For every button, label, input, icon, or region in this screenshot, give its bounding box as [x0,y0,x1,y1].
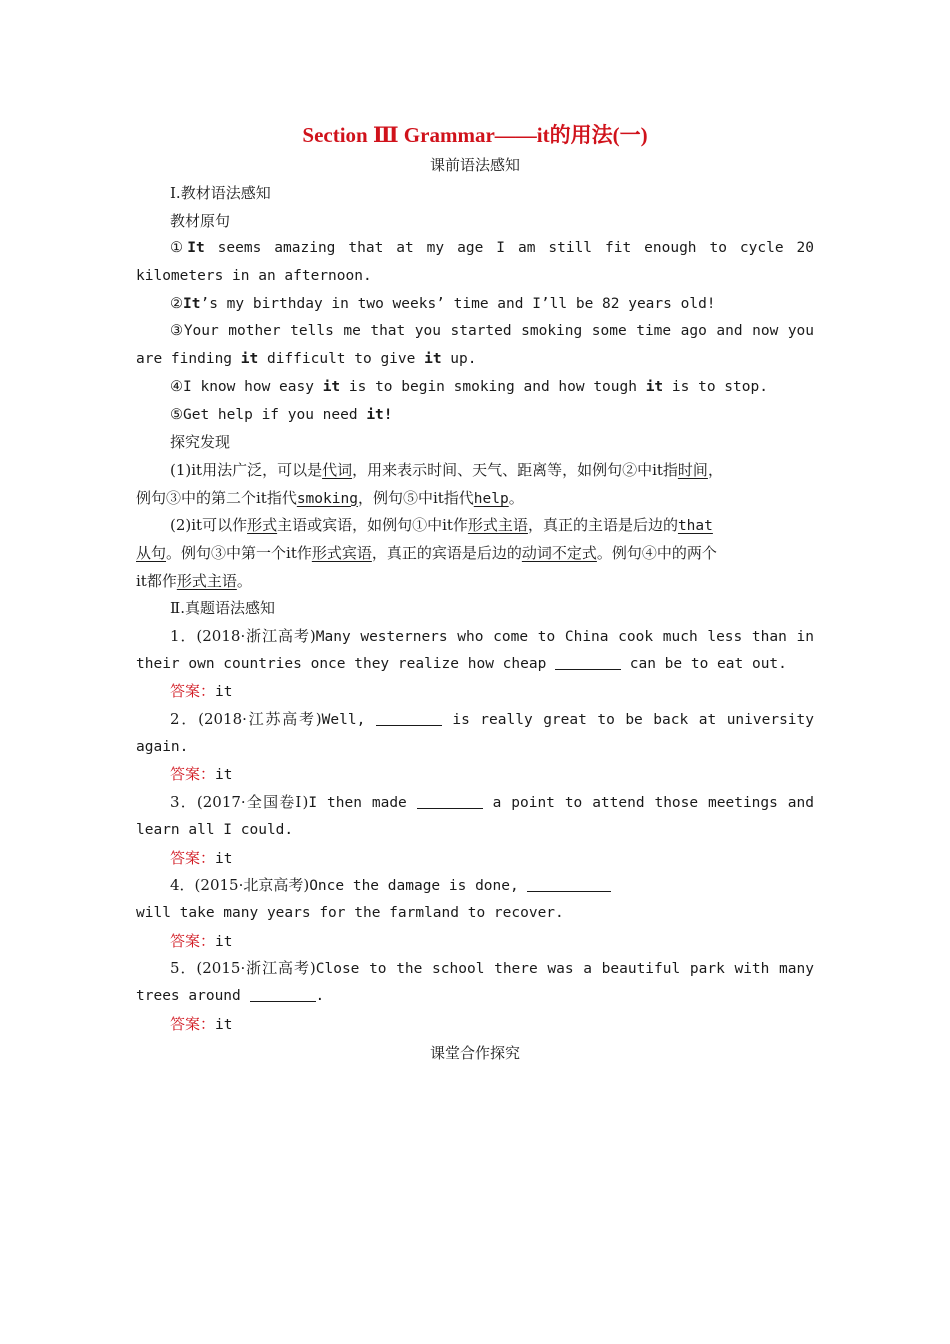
answer-blank [250,984,316,1002]
section-subtitle: 课前语法感知 [429,156,520,174]
question-2-cont: again. [136,738,189,755]
answer-blank [417,791,483,809]
answer-1: 答案：it [170,682,233,701]
sentence-5: ⑤Get help if you need it! [170,406,393,423]
question-5: 5．(2015·浙江高考)Close to the school there was a beautiful park with many [170,959,814,978]
answer-5: 答案：it [170,1014,233,1033]
question-2: 2．(2018·江苏高考)Well, is really great to be back at university [170,710,814,729]
answer-blank [527,874,611,892]
question-4: 4．(2015·北京高考)Once the damage is done, [136,872,814,900]
question-4-cont: will take many years for the farmland to recover. [136,904,564,921]
discovery-1: (1)it用法广泛，可以是代词，用来表示时间、天气、距离等，如例句②中it指时间， [170,460,723,479]
page-title: Section Ⅲ Grammar——it的用法(一) [302,123,648,147]
question-3: 3．(2017·全国卷Ⅰ)I then made a point to attend those meetings and [170,793,814,812]
discovery-label: 探究发现 [170,433,231,452]
discovery-2-cont: 从句。例句③中第一个it作形式宾语，真正的宾语是后边的动词不定式。例句④中的两个 [136,543,717,562]
question-3-cont: learn all I could. [136,821,294,838]
sentence-1: ①It seems amazing that at my age I am still fit enough to cycle 20 [170,240,814,257]
answer-blank [555,652,621,670]
document-page [136,118,814,1068]
sentence-1-cont: kilometers in an afternoon. [136,268,372,285]
sentence-4: ④I know how easy it is to begin smoking and how tough it is to stop. [170,378,768,395]
section-footer-heading: 课堂合作探究 [429,1044,520,1063]
question-1-cont: their own countries once they realize how cheap can be to eat out. [136,651,814,679]
question-1: 1．(2018·浙江高考)Many westerners who come to China cook much less than in [170,627,814,645]
sentence-2: ②It’s my birthday in two weeks’ time and I’ll be 82 years old! [170,295,716,312]
question-5-cont: trees around . [136,983,814,1011]
section2-heading: Ⅱ.真题语法感知 [170,599,275,618]
sentence-3: ③Your mother tells me that you started smoking some time ago and now you [170,323,814,340]
answer-4: 答案：it [170,931,233,950]
discovery-1-cont: 例句③中的第二个it指代smoking，例句⑤中it指代help。 [136,488,524,507]
answer-blank [376,708,442,726]
sentence-3-cont: are finding it difficult to give it up. [136,351,477,368]
answer-2: 答案：it [170,765,233,784]
discovery-2-cont2: it都作形式主语。 [136,571,252,590]
textbook-sentences-label: 教材原句 [170,211,231,230]
answer-3: 答案：it [170,848,233,867]
discovery-2: (2)it可以作形式主语或宾语，如例句①中it作形式主语，真正的主语是后边的that [170,516,713,535]
section1-heading: Ⅰ.教材语法感知 [170,184,271,202]
